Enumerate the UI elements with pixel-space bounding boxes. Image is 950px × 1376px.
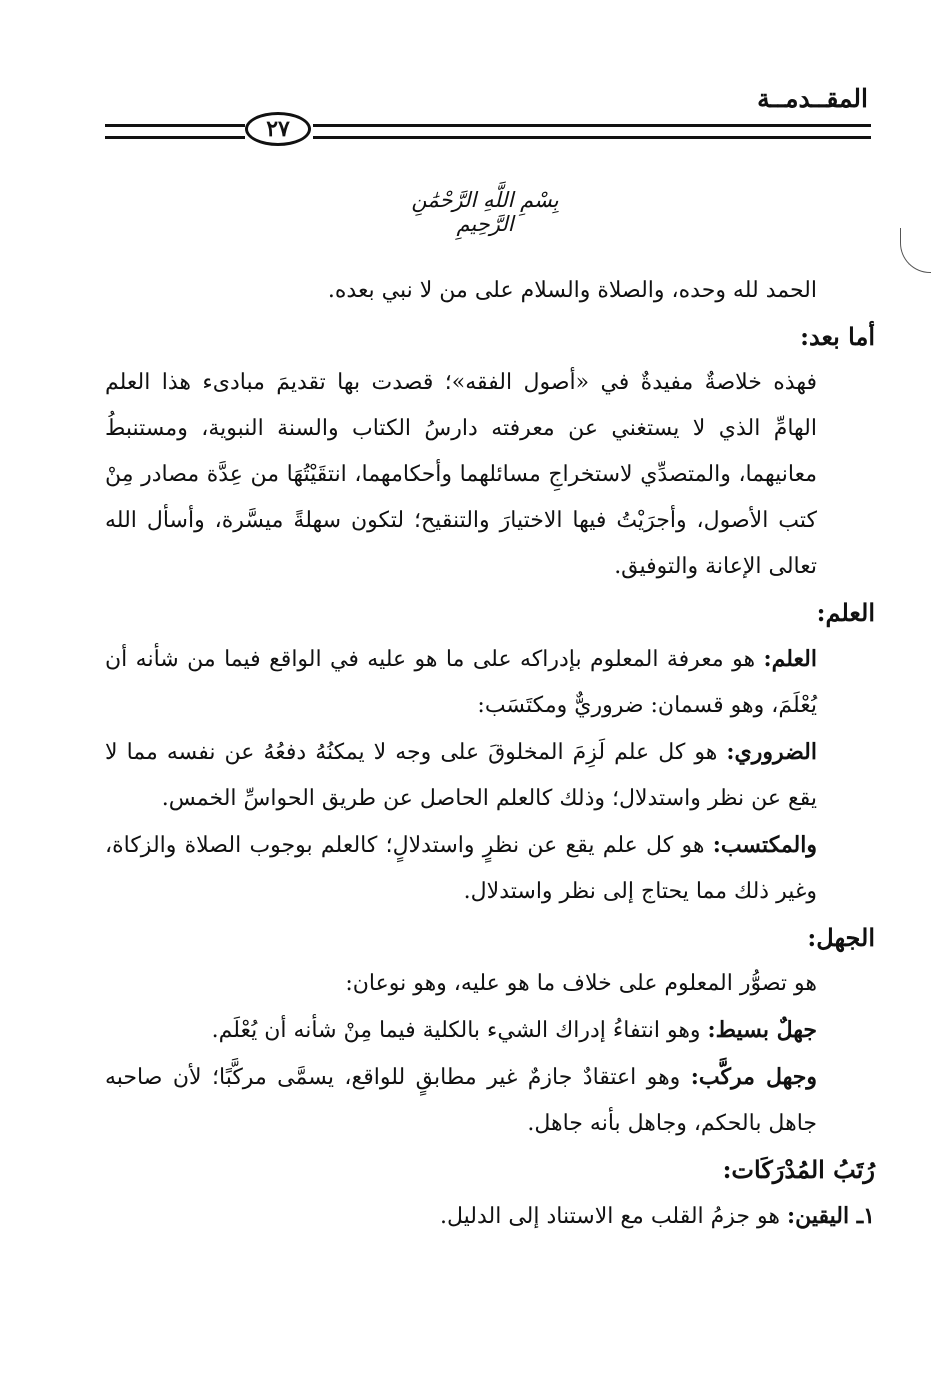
yaqin-text: هو جزمُ القلب مع الاستناد إلى الدليل. bbox=[439, 1204, 787, 1229]
ilm-text: هو معرفة المعلوم بإدراكه على ما هو عليه في الواقع فيما من شأنه أن يُعْلَمَ، وهو قسمان: ضروريٌّ ومكتَسَب: bbox=[105, 647, 817, 718]
header-rule-left bbox=[105, 124, 245, 139]
yaqin-number: ١ـ bbox=[849, 1203, 875, 1229]
ilm-definition bbox=[105, 636, 875, 729]
jahl-murakkab bbox=[105, 1054, 875, 1147]
daruri-term: الضروري: bbox=[726, 739, 817, 765]
header-rule-right bbox=[313, 124, 871, 139]
margin-mark bbox=[900, 228, 931, 273]
heading-ilm: العلم: bbox=[816, 598, 875, 627]
murakkab-text: وهو اعتقادٌ جازمٌ غير مطابقٍ للواقع، يسمَّى مركَّبًا؛ لأن صاحبه جاهل بالحكم، وجاهل بأنه جاهل. bbox=[105, 1065, 817, 1136]
ilm-term: العلم: bbox=[763, 646, 817, 672]
muktasab-text: هو كل علم يقع عن نظرٍ واستدلالٍ؛ كالعلم بوجوب الصلاة والزكاة، وغير ذلك مما يحتاج إلى نظر واستدلال. bbox=[105, 833, 817, 904]
heading-jahl: الجهل: bbox=[807, 923, 875, 952]
intro-paragraph: فهذه خلاصةٌ مفيدةٌ في «أصول الفقه»؛ قصدت بها تقديمَ مبادىء هذا العلم الهامِّ الذي لا يستغني عن معرفته دارسُ الكتاب والسنة النبوية، ومستنبطُ معانيهما، والمتصدِّي لاستخراجِ مسائلهما وأحكامهما، انتقَيْتُهَا من عِدَّة مصادر مِنْ كتب الأصول، وأجرَيْتُ فيها الاختيارَ والتنقيح؛ لتكون سهلةً ميسَّرة، وأسأل الله تعالى الإعانة والتوفيق. bbox=[105, 370, 817, 579]
heading-ama-baad: أما بعد: bbox=[800, 322, 875, 351]
basit-text: وهو انتفاءُ إدراك الشيء بالكلية فيما مِنْ شأنه أن يُعْلَم. bbox=[211, 1018, 708, 1043]
yaqin-item bbox=[105, 1193, 875, 1240]
daruri-text: هو كل علم لَزِمَ المخلوقَ على وجه لا يمكنُهُ دفعُهُ عن نفسه مما لا يقع عن نظر واستدلال؛ وذلك كالعلم الحاصل عن طريق الحواسِّ الخمس. bbox=[105, 740, 817, 811]
basit-term: جهلٌ بسيط: bbox=[707, 1017, 817, 1043]
jahl-intro: هو تصوُّر المعلوم على خلاف ما هو عليه، وهو نوعان: bbox=[345, 971, 817, 996]
opening-paragraph: الحمد لله وحده، والصلاة والسلام على من لا نبي بعده. bbox=[327, 278, 817, 303]
page-number-badge: ٢٧ bbox=[245, 112, 311, 146]
heading-ruttab: رُتَبُ المُدْرَكَات: bbox=[722, 1155, 875, 1184]
muktasab-term: والمكتسب: bbox=[712, 832, 817, 858]
jahl-basit bbox=[105, 1007, 875, 1054]
muktasab-definition bbox=[105, 822, 875, 915]
page-body bbox=[105, 268, 875, 1240]
running-header-title: المقــدمــة bbox=[757, 84, 868, 113]
daruri-definition bbox=[105, 729, 875, 822]
basmala: بِسْمِ اللَّهِ الرَّحْمَٰنِ الرَّحِيمِ bbox=[411, 188, 559, 236]
yaqin-term: اليقين: bbox=[786, 1203, 850, 1229]
murakkab-term: وجهل مركَّب: bbox=[690, 1064, 817, 1090]
